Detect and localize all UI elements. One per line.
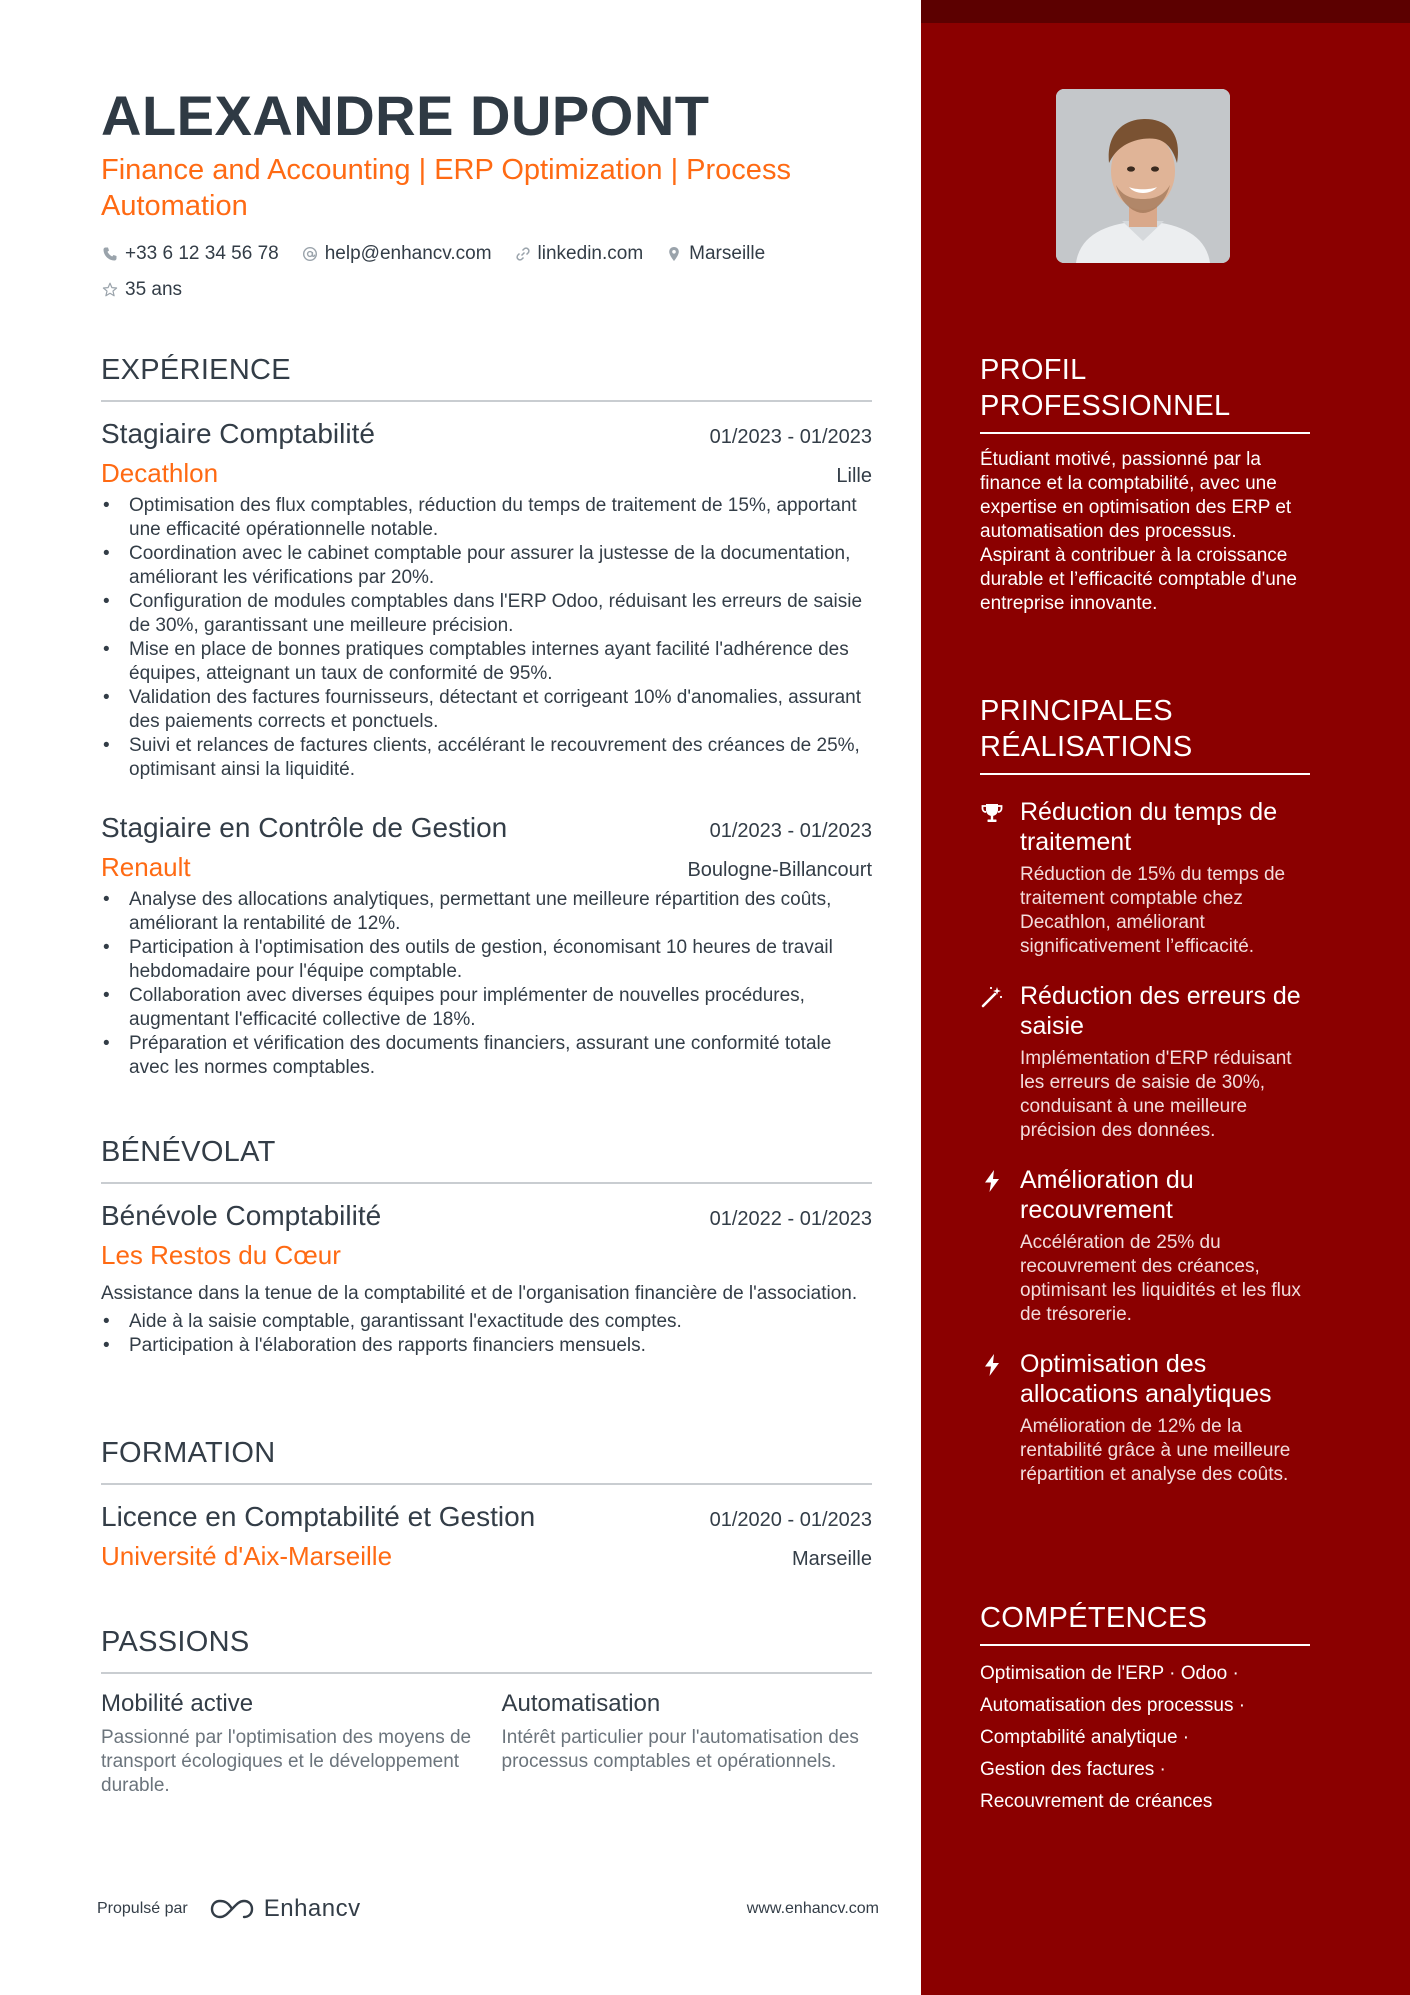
link-icon xyxy=(514,245,532,263)
contact-email-text: help@enhancv.com xyxy=(324,243,492,264)
section-title: PASSIONS xyxy=(101,1624,872,1674)
profile-photo xyxy=(1056,89,1230,263)
bullet: • Analyse des allocations analytiques, permettant une meilleure répartition des coûts, améliorant la rentabilité de 12%. xyxy=(101,888,872,936)
candidate-name: ALEXANDRE DUPONT xyxy=(101,84,710,147)
contact-list xyxy=(101,242,872,302)
experience-section xyxy=(101,352,872,1080)
skills-section xyxy=(980,1600,1310,1818)
skill-item: Optimisation de l'ERP · Odoo · xyxy=(980,1663,1239,1684)
powered-by-label: Propulsé par xyxy=(97,1900,188,1917)
bullet: • Collaboration avec diverses équipes pour implémenter de nouvelles procédures, augmentant l'efficacité collective de 18%. xyxy=(101,984,872,1032)
bullet: • Coordination avec le cabinet comptable pour assurer la justesse de la documentation, améliorant les vérifications par 20%. xyxy=(101,542,872,590)
passion-item xyxy=(101,1688,472,1798)
achievement-description: Réduction de 15% du temps de traitement comptable chez Decathlon, améliorant significativement l’efficacité. xyxy=(1020,864,1286,957)
achievements-section xyxy=(980,693,1310,1487)
footer-url[interactable]: www.enhancv.com xyxy=(746,1900,879,1917)
volunteer-org: Les Restos du Cœur xyxy=(101,1240,341,1270)
passion-description: Passionné par l'optimisation des moyens de transport écologiques et le développement durable. xyxy=(101,1727,472,1796)
achievement-item xyxy=(980,1349,1310,1487)
achievement-item xyxy=(980,981,1310,1143)
contact-link-text: linkedin.com xyxy=(537,243,644,264)
job-dates: 01/2023 - 01/2023 xyxy=(709,426,872,448)
passion-item xyxy=(502,1688,873,1798)
section-title: BÉNÉVOLAT xyxy=(101,1134,872,1184)
enhancv-logo-icon xyxy=(208,1897,256,1921)
footer xyxy=(97,1895,879,1923)
volunteer-section xyxy=(101,1134,872,1358)
school-location: Marseille xyxy=(791,1548,872,1570)
job-location: Boulogne-Billancourt xyxy=(687,859,872,881)
section-title: COMPÉTENCES xyxy=(980,1600,1310,1646)
header xyxy=(101,84,872,302)
section-title: PRINCIPALES RÉALISATIONS xyxy=(980,693,1310,775)
contact-phone-text: +33 6 12 34 56 78 xyxy=(125,243,279,264)
profile-section xyxy=(980,352,1310,616)
lightning-icon xyxy=(980,1165,1020,1327)
contact-link[interactable] xyxy=(514,242,644,266)
passion-title: Automatisation xyxy=(501,1690,661,1717)
section-title: EXPÉRIENCE xyxy=(101,352,872,402)
sidebar-top-band xyxy=(921,0,1410,23)
trophy-icon xyxy=(980,797,1020,959)
section-title: PROFIL PROFESSIONNEL xyxy=(980,352,1310,434)
volunteer-role: Bénévole Comptabilité xyxy=(101,1200,382,1231)
skill-item: Recouvrement de créances xyxy=(980,1791,1213,1812)
degree: Licence en Comptabilité et Gestion xyxy=(101,1501,536,1532)
achievement-item xyxy=(980,797,1310,959)
volunteer-description: Assistance dans la tenue de la comptabilité et de l'organisation financière de l'association. xyxy=(101,1283,858,1304)
bullet: • Préparation et vérification des documents financiers, assurant une conformité totale avec les normes comptables. xyxy=(101,1032,872,1080)
education-section xyxy=(101,1435,872,1573)
job-title: Stagiaire en Contrôle de Gestion xyxy=(101,812,508,843)
skill-item: Automatisation des processus · xyxy=(980,1695,1246,1716)
lightning-icon xyxy=(980,1349,1020,1487)
experience-entry xyxy=(101,416,872,782)
experience-entry xyxy=(101,810,872,1080)
contact-location xyxy=(665,242,765,266)
achievement-description: Amélioration de 12% de la rentabilité grâce à une meilleure répartition et analyse des coûts. xyxy=(1020,1416,1291,1485)
job-title: Stagiaire Comptabilité xyxy=(101,418,375,449)
achievement-title: Amélioration du recouvrement xyxy=(1020,1166,1194,1224)
job-dates: 01/2023 - 01/2023 xyxy=(709,820,872,842)
job-location: Lille xyxy=(836,465,872,487)
achievement-description: Implémentation d'ERP réduisant les erreurs de saisie de 30%, conduisant à une meilleure précision des données. xyxy=(1020,1048,1292,1141)
skill-item: Gestion des factures · xyxy=(980,1759,1166,1780)
volunteer-bullets xyxy=(101,1310,872,1358)
company-name: Decathlon xyxy=(101,458,219,488)
passion-description: Intérêt particulier pour l'automatisation des processus comptables et opérationnels. xyxy=(501,1727,859,1772)
achievement-title: Réduction des erreurs de saisie xyxy=(1020,982,1301,1040)
bullet: • Optimisation des flux comptables, réduction du temps de traitement de 15%, apportant une efficacité opérationnelle notable. xyxy=(101,494,872,542)
contact-location-text: Marseille xyxy=(689,243,766,264)
bullet: • Aide à la saisie comptable, garantissant l'exactitude des comptes. xyxy=(101,1310,872,1334)
bullet: • Mise en place de bonnes pratiques comptables internes ayant facilité l'adhérence des équipes, atteignant un taux de conformité de 95%. xyxy=(101,638,872,686)
contact-age-text: 35 ans xyxy=(125,279,183,300)
achievement-title: Réduction du temps de traitement xyxy=(1020,798,1278,856)
passion-title: Mobilité active xyxy=(101,1690,254,1717)
brand-name: Enhancv xyxy=(263,1895,361,1922)
skill-item: Comptabilité analytique · xyxy=(980,1727,1190,1748)
skills-list xyxy=(980,1658,1310,1818)
education-dates: 01/2020 - 01/2023 xyxy=(709,1509,872,1531)
contact-age xyxy=(101,278,182,302)
education-entry xyxy=(101,1499,872,1573)
job-bullets xyxy=(101,494,872,782)
location-pin-icon xyxy=(665,245,683,263)
brand-logo[interactable] xyxy=(208,1895,361,1923)
school-name: Université d'Aix-Marseille xyxy=(101,1541,393,1571)
achievement-title: Optimisation des allocations analytiques xyxy=(1020,1350,1272,1408)
bullet: • Validation des factures fournisseurs, détectant et corrigeant 10% d'anomalies, assurant des paiements corrects et ponctuels. xyxy=(101,686,872,734)
company-name: Renault xyxy=(101,852,191,882)
bullet: • Configuration de modules comptables dans l'ERP Odoo, réduisant les erreurs de saisie de 30%, garantissant une meilleure précision. xyxy=(101,590,872,638)
contact-phone[interactable] xyxy=(101,242,279,266)
phone-icon xyxy=(101,245,119,263)
bullet: • Suivi et relances de factures clients, accélérant le recouvrement des créances de 25%, optimisant ainsi la liquidité. xyxy=(101,734,872,782)
star-icon xyxy=(101,281,119,299)
section-title: FORMATION xyxy=(101,1435,872,1485)
volunteer-dates: 01/2022 - 01/2023 xyxy=(709,1208,872,1230)
bullet: • Participation à l'élaboration des rapports financiers mensuels. xyxy=(101,1334,872,1358)
bullet: • Participation à l'optimisation des outils de gestion, économisant 10 heures de travail hebdomadaire pour l'équipe comptable. xyxy=(101,936,872,984)
achievement-item xyxy=(980,1165,1310,1327)
magic-wand-icon xyxy=(980,981,1020,1143)
achievement-description: Accélération de 25% du recouvrement des créances, optimisant les liquidités et les flux de trésorerie. xyxy=(1020,1232,1301,1325)
headline: Finance and Accounting | ERP Optimization | Process Automation xyxy=(101,154,791,222)
profile-summary: Étudiant motivé, passionné par la finance et la comptabilité, avec une expertise en optimisation des ERP et automatisation des processus. Aspirant à contribuer à la croissance durable et l’efficacité comptable d'une entreprise innovante. xyxy=(980,449,1297,614)
contact-email[interactable] xyxy=(301,242,492,266)
passions-section xyxy=(101,1624,872,1798)
at-icon xyxy=(301,245,319,263)
job-bullets xyxy=(101,888,872,1080)
volunteer-entry xyxy=(101,1198,872,1358)
sidebar xyxy=(921,0,1410,1995)
